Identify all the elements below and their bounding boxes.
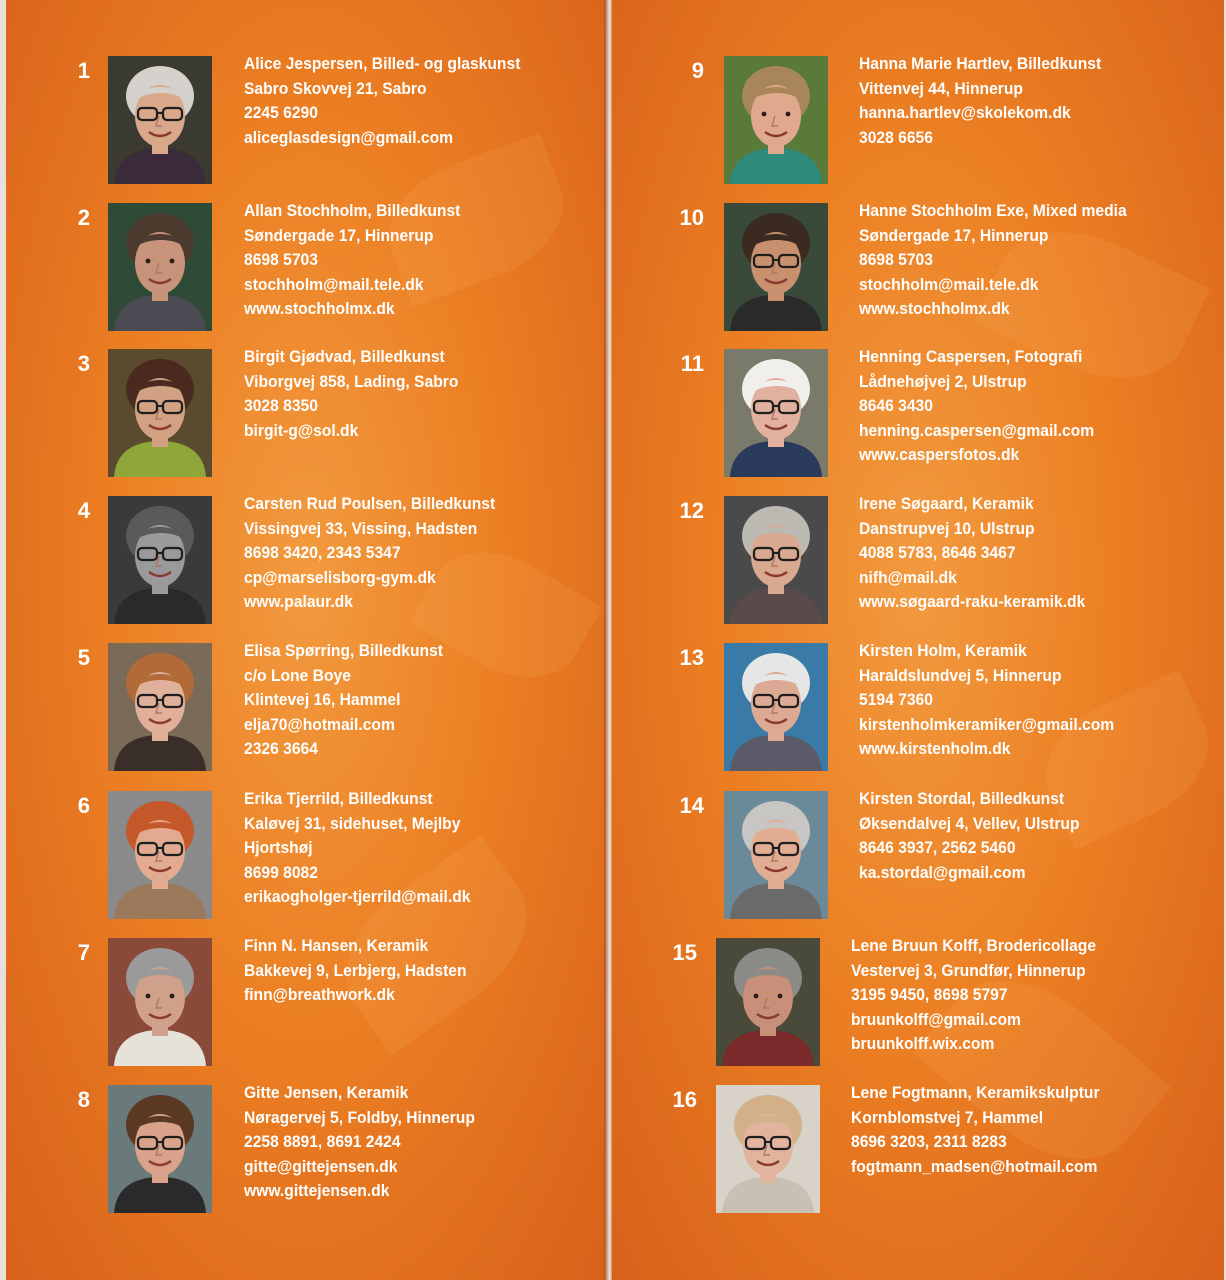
artist-number: 15: [672, 940, 697, 965]
artist-contact-line: 3028 6656: [859, 127, 933, 147]
artist-number: 8: [77, 1087, 90, 1112]
artist-name-discipline: Hanne Stochholm Exe, Mixed media: [859, 201, 1127, 220]
artist-photo: [724, 791, 828, 919]
artist-contact-info: [859, 639, 1136, 762]
artist-email[interactable]: aliceglasdesign@gmail.com: [244, 127, 454, 147]
artist-website[interactable]: www.gittejensen.dk: [244, 1181, 390, 1201]
artist-contact-line: 2258 8891, 8691 2424: [244, 1132, 401, 1152]
artist-address: Vestervej 3, Grundfør, Hinnerup: [851, 960, 1086, 980]
artist-address: Øksendalvej 4, Vellev, Ulstrup: [859, 813, 1080, 833]
artist-contact-line: 8646 3430: [859, 396, 933, 416]
artist-contact-line: 8646 3937, 2562 5460: [859, 838, 1016, 858]
artist-address: Danstrupvej 10, Ulstrup: [859, 518, 1035, 538]
artist-name-discipline: Henning Caspersen, Fotografi: [859, 347, 1083, 366]
artist-contact-line: 8699 8082: [244, 862, 318, 882]
artist-contact-info: [851, 1081, 1121, 1179]
artist-address: Kaløvej 31, sidehuset, Mejlby: [244, 813, 461, 833]
artist-contact-line: 8698 3420, 2343 5347: [244, 543, 401, 563]
artist-number: 16: [672, 1087, 697, 1112]
artist-contact-info: [859, 787, 1099, 885]
artist-name-discipline: Carsten Rud Poulsen, Billedkunst: [244, 494, 496, 513]
artist-email[interactable]: hanna.hartlev@skolekom.dk: [859, 103, 1071, 123]
artist-photo: [108, 791, 212, 919]
artist-photo: [724, 643, 828, 771]
artist-address: Haraldslundvej 5, Hinnerup: [859, 665, 1062, 685]
artist-photo: [716, 938, 820, 1066]
artist-email[interactable]: stochholm@mail.tele.dk: [859, 274, 1039, 294]
artist-contact-info: [859, 52, 1122, 150]
artist-photo: [108, 1085, 212, 1213]
artist-address: Vittenvej 44, Hinnerup: [859, 78, 1023, 98]
artist-contact-line: 3028 8350: [244, 396, 318, 416]
artist-contact-info: [244, 52, 544, 150]
artist-email[interactable]: finn@breathwork.dk: [244, 985, 395, 1005]
artist-email[interactable]: bruunkolff@gmail.com: [851, 1009, 1021, 1029]
artist-photo: [108, 349, 212, 477]
artist-contact-line: Klintevej 16, Hammel: [244, 690, 401, 710]
artist-email[interactable]: stochholm@mail.tele.dk: [244, 274, 424, 294]
artist-address: Søndergade 17, Hinnerup: [859, 225, 1049, 245]
artist-contact-line: 5194 7360: [859, 690, 933, 710]
artist-email[interactable]: gitte@gittejensen.dk: [244, 1156, 398, 1176]
artist-number: 2: [77, 205, 90, 230]
artist-email[interactable]: fogtmann_madsen@hotmail.com: [851, 1156, 1098, 1176]
artist-address: Søndergade 17, Hinnerup: [244, 225, 434, 245]
artist-number: 10: [679, 205, 704, 230]
artist-website[interactable]: www.palaur.dk: [244, 592, 353, 612]
artist-address: Bakkevej 9, Lerbjerg, Hadsten: [244, 960, 467, 980]
artist-contact-info: [859, 345, 1115, 468]
artist-number: 3: [77, 351, 90, 376]
artist-contact-info: [244, 199, 479, 322]
artist-number: 1: [77, 58, 90, 83]
artist-photo: [716, 1085, 820, 1213]
artist-email[interactable]: henning.caspersen@gmail.com: [859, 420, 1095, 440]
artist-photo: [108, 643, 212, 771]
artist-email[interactable]: birgit-g@sol.dk: [244, 420, 359, 440]
artist-contact-info: [859, 199, 1150, 322]
artist-email[interactable]: elja70@hotmail.com: [244, 714, 395, 734]
artist-website[interactable]: www.stochholmx.dk: [859, 299, 1010, 319]
artist-photo: [724, 496, 828, 624]
artist-contact-info: [244, 639, 460, 762]
artist-name-discipline: Irene Søgaard, Keramik: [859, 494, 1034, 513]
artist-photo: [724, 203, 828, 331]
artist-name-discipline: Alice Jespersen, Billed- og glaskunst: [244, 54, 521, 73]
artist-name-discipline: Hanna Marie Hartlev, Billedkunst: [859, 54, 1102, 73]
artist-email[interactable]: erikaogholger-tjerrild@mail.dk: [244, 887, 471, 907]
artist-number: 12: [679, 498, 704, 523]
artist-name-discipline: Lene Bruun Kolff, Brodericollage: [851, 936, 1097, 955]
artist-photo: [108, 938, 212, 1066]
artist-address: Kornblomstvej 7, Hammel: [851, 1107, 1044, 1127]
artist-contact-line: Hjortshøj: [244, 838, 313, 858]
artist-email[interactable]: ka.stordal@gmail.com: [859, 862, 1026, 882]
artist-contact-info: [244, 934, 486, 1008]
artist-name-discipline: Allan Stochholm, Billedkunst: [244, 201, 461, 220]
artist-contact-line: 2326 3664: [244, 739, 318, 759]
artist-photo: [108, 56, 212, 184]
artist-number: 11: [680, 351, 704, 376]
artist-contact-line: 8698 5703: [859, 250, 933, 270]
artist-contact-line: 8696 3203, 2311 8283: [851, 1132, 1007, 1152]
artist-number: 14: [679, 793, 704, 818]
artist-contact-info: [244, 345, 477, 443]
artist-number: 6: [77, 793, 90, 818]
artist-name-discipline: Birgit Gjødvad, Billedkunst: [244, 347, 445, 366]
artist-website[interactable]: www.stochholmx.dk: [244, 299, 395, 319]
artist-name-discipline: Erika Tjerrild, Billedkunst: [244, 789, 433, 808]
artist-number: 4: [77, 498, 90, 523]
artist-name-discipline: Kirsten Holm, Keramik: [859, 641, 1027, 660]
artist-name-discipline: Gitte Jensen, Keramik: [244, 1083, 409, 1102]
artist-address: Viborgvej 858, Lading, Sabro: [244, 371, 459, 391]
artist-number: 7: [77, 940, 90, 965]
artist-contact-line: 3195 9450, 8698 5797: [851, 985, 1008, 1005]
artist-name-discipline: Elisa Spørring, Billedkunst: [244, 641, 444, 660]
artist-name-discipline: Finn N. Hansen, Keramik: [244, 936, 429, 955]
artist-contact-info: [851, 934, 1117, 1057]
artist-number: 9: [691, 58, 704, 83]
artist-number: 5: [77, 645, 90, 670]
artist-website[interactable]: bruunkolff.wix.com: [851, 1034, 995, 1054]
artist-number: 13: [679, 645, 704, 670]
artist-photo: [108, 496, 212, 624]
artist-email[interactable]: cp@marselisborg-gym.dk: [244, 567, 436, 587]
artist-email[interactable]: kirstenholmkeramiker@gmail.com: [859, 714, 1115, 734]
artist-photo: [724, 349, 828, 477]
artist-photo: [108, 203, 212, 331]
artist-address: Sabro Skovvej 21, Sabro: [244, 78, 427, 98]
artist-contact-info: [244, 787, 490, 910]
artist-contact-line: 2245 6290: [244, 103, 318, 123]
artist-contact-line: 8698 5703: [244, 250, 318, 270]
artist-name-discipline: Lene Fogtmann, Keramikskulptur: [851, 1083, 1100, 1102]
artist-name-discipline: Kirsten Stordal, Billedkunst: [859, 789, 1065, 808]
artist-email[interactable]: nifh@mail.dk: [859, 567, 957, 587]
artist-contact-line: 4088 5783, 8646 3467: [859, 543, 1016, 563]
artist-contact-info: [859, 492, 1105, 615]
artist-address: c/o Lone Boye: [244, 665, 351, 685]
artist-contact-info: [244, 492, 517, 615]
artist-website[interactable]: www.søgaard-raku-keramik.dk: [859, 592, 1086, 612]
artist-address: Lådnehøjvej 2, Ulstrup: [859, 371, 1027, 391]
artist-photo: [724, 56, 828, 184]
artist-address: Nøragervej 5, Foldby, Hinnerup: [244, 1107, 475, 1127]
artist-website[interactable]: www.kirstenholm.dk: [859, 739, 1011, 759]
artist-contact-info: [244, 1081, 495, 1204]
artist-address: Vissingvej 33, Vissing, Hadsten: [244, 518, 478, 538]
artist-website[interactable]: www.caspersfotos.dk: [859, 445, 1020, 465]
